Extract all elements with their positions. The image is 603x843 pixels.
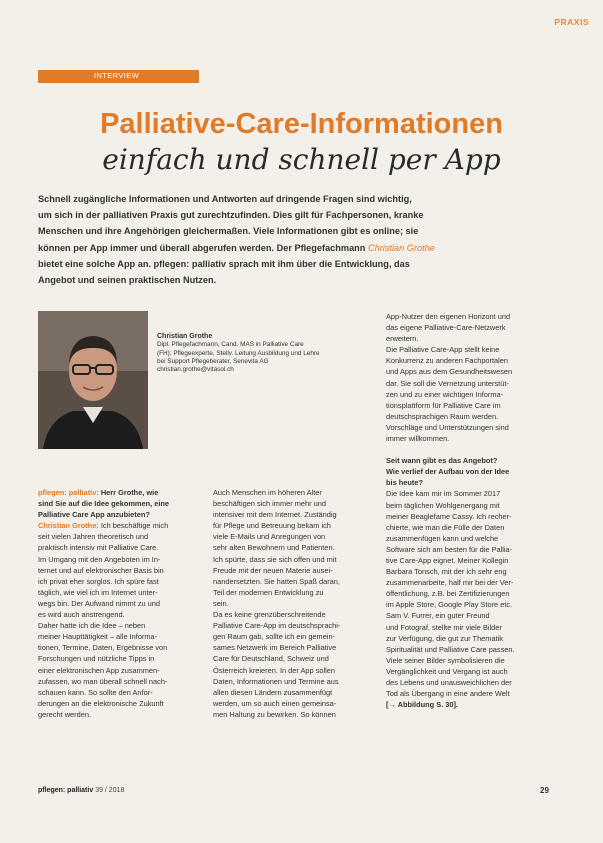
text-line: [38, 709, 198, 720]
column-3: [386, 311, 556, 710]
text-line: Ich spürte, dass sie sich offen und mit: [213, 554, 337, 564]
text-line: Konkurrenz zu anderen Fachportalen: [386, 356, 509, 366]
text-line: nandersetzten. Sie hatten Spaß daran,: [213, 576, 340, 586]
column-1: [38, 487, 198, 720]
text-line: [38, 576, 198, 587]
text-line: deutschsprachigen Raum werden.: [386, 411, 499, 421]
footer-mag-name: pflegen: palliativ: [38, 787, 94, 794]
speaker-label: pflegen: palliativ:: [38, 488, 101, 497]
question-text: Herr Grothe, wie: [100, 488, 159, 497]
column-2: [213, 487, 373, 720]
answer-text: schauen kann. So sollte den Anfor-: [38, 687, 153, 697]
answer-text: Ich beschäftige mich: [100, 521, 169, 531]
text-line: Barbara Tonsch, mit der ich sehr eng: [386, 567, 507, 577]
text-line: Tod als Übergang in eine andere Welt: [386, 689, 510, 699]
text-line: [38, 665, 198, 676]
text-line: tive Care-App eignet. Meiner Kollegin: [386, 555, 509, 565]
spacer: [386, 444, 556, 455]
text-line: chierte, wie man die Fülle der Daten: [386, 522, 505, 532]
text-line: [38, 531, 198, 542]
question-text: sind Sie auf die Idee gekommen, eine: [38, 499, 170, 509]
text-line: tionsplattform für Palliative Care im: [386, 400, 501, 410]
answer-text: praktisch intensiv mit Palliative Care.: [38, 543, 159, 553]
text-line: zen und zu einer wichtigen Informa-: [386, 389, 504, 399]
text-line: Die Idee kam mir im Sommer 2017: [386, 489, 501, 499]
lead-name: Christian Grothe: [367, 242, 435, 253]
text-line: Vergänglichkeit und Vergang ist auch: [386, 666, 508, 676]
text-line: [38, 509, 198, 520]
text-line: beschäftigen sich immer mehr und: [213, 499, 326, 509]
text-line: men Haltung zu bewirken. So können: [213, 709, 336, 719]
question-line: bis heute?: [386, 478, 423, 488]
footer-issue: 39 / 2018: [95, 787, 125, 794]
answer-text: ich privat eher sorglos. Ich spüre fast: [38, 576, 159, 586]
text-line: erweitern.: [386, 334, 419, 344]
interview-label: INTERVIEW: [94, 71, 140, 80]
text-line: beim täglichen Wohlgenergang mit: [386, 500, 500, 510]
text-line: dar. Sie soll die Vernetzung unterstüt-: [386, 378, 509, 388]
text-line: [38, 542, 198, 553]
text-line: im Apple Store, Google Play Store etc.: [386, 600, 513, 610]
lead-line: Menschen und ihre Angehörigen gleichermaßen. Viele Informationen gibt es online; sie: [38, 226, 419, 237]
answer-text: es wird auch anstrengend.: [38, 610, 125, 620]
text-line: [38, 487, 198, 498]
text-line: [→ Abbildung S. 30].: [386, 700, 458, 710]
question-line: Seit wann gibt es das Angebot?: [386, 456, 498, 466]
photo-caption: [157, 333, 372, 374]
answer-text: wegs bin. Der Aufwand nimmt zu und: [38, 598, 161, 608]
text-line: meiner Beaglefame Cassy. Ich recher-: [386, 511, 512, 521]
question-text: Palliative Care App anzubieten?: [38, 510, 150, 520]
page-number: 29: [540, 786, 549, 795]
text-line: Vorschläge und Unterstützungen sind: [386, 422, 509, 432]
caption-email: christian.grothe@vitasol.ch: [157, 366, 234, 374]
lead-line: bietet eine solche App an. pflegen: palliativ sprach mit ihm über die Entwicklung, das: [38, 258, 410, 269]
lead-line: können per App immer und überall abgerufen werden. Der Pflegefachmann Christian Grothe: [38, 242, 435, 253]
text-line: [38, 676, 198, 687]
text-line: sein.: [213, 598, 229, 608]
answer-text: meiner Haupttätigkeit – alle Informa-: [38, 632, 158, 642]
answer-text: Im Umgang mit den Angeboten im In-: [38, 554, 161, 564]
text-line: [38, 687, 198, 698]
question-line: Wie verlief der Aufbau von der Idee: [386, 467, 510, 477]
text-line: [38, 653, 198, 664]
text-line: Die Palliative Care-App stellt keine: [386, 345, 500, 355]
text-line: Auch Menschen im höheren Alter: [213, 488, 322, 497]
text-line: Daten, Informationen und Termine aus: [213, 676, 339, 686]
section-label: PRAXIS: [554, 17, 589, 27]
caption-line: Dipl. Pflegefachmann, Cand. MAS in Palliative Care: [157, 341, 304, 349]
text-line: Software sich am besten für die Pallia-: [386, 544, 513, 554]
speaker-label: Christian Grothe:: [38, 521, 101, 531]
text-line: Viele seiner Bilder symbolisieren die: [386, 655, 505, 665]
text-line: Österreich kreieren. In der App sollen: [213, 665, 336, 675]
text-line: Spiritualität und Palliative Care passen.: [386, 644, 515, 654]
text-line: und Apps aus dem Gesundheitswesen: [386, 367, 513, 377]
lead-line: Schnell zugängliche Informationen und Antworten auf dringende Fragen sind wichtig,: [38, 194, 412, 204]
text-line: zusammenarbeite, half mir bei der Ver-: [386, 578, 514, 588]
text-line: [38, 642, 198, 653]
text-line: [38, 554, 198, 565]
answer-text: Forschungen und nützliche Tipps in: [38, 654, 155, 664]
text-line: des Lebens und unausweichlichen der: [386, 678, 512, 687]
text-line: [38, 498, 198, 509]
text-line: Teil der modernen Entwicklung zu: [213, 587, 324, 597]
answer-text: ternet und auf elektronischer Basis bin: [38, 565, 164, 575]
text-line: Freude mit der neuen Materie ausei-: [213, 565, 333, 575]
answer-text: seit vielen Jahren theoretisch und: [38, 532, 149, 542]
text-line: Palliative Care-App im deutschsprachi-: [213, 621, 341, 631]
text-line: [38, 620, 198, 631]
text-line: viele E-Mails und Anregungen von: [213, 532, 326, 542]
text-line: [38, 598, 198, 609]
answer-text: zufassen, wo man überall schnell nach-: [38, 676, 168, 686]
lead-line: um sich in der palliativen Praxis gut zurechtzufinden. Dies gilt für Fachpersonen, kranke: [38, 210, 424, 221]
caption-line: bei Support Pflegeberater, Senevita AG: [157, 357, 269, 365]
caption-name: Christian Grothe: [157, 333, 213, 340]
article-subtitle: einfach und schnell per App: [102, 143, 501, 176]
text-line: [38, 587, 198, 598]
portrait-photo: [38, 311, 148, 449]
answer-text: Daher hatte ich die Idee – neben: [38, 621, 146, 631]
footer-magazine: [38, 787, 124, 794]
text-line: [38, 698, 198, 709]
text-line: immer willkommen.: [386, 434, 450, 444]
answer-text: tionen, Termine, Daten, Ergebnisse von: [38, 643, 168, 653]
text-line: [38, 631, 198, 642]
text-line: Care für Deutschland, Schweiz und: [213, 654, 329, 664]
text-line: App-Nutzer den eigenen Horizont und: [386, 312, 511, 321]
text-line: allen diesen Ländern zusammenfügt: [213, 687, 333, 697]
lead-line: Angebot und seinen praktischen Nutzen.: [38, 275, 217, 285]
text-line: sames Netzwerk im Bereich Palliative: [213, 643, 337, 653]
interview-bar: [38, 70, 199, 83]
text-line: zur Verfügung, die gut zur Thematik: [386, 633, 503, 643]
answer-text: gerecht werden.: [38, 709, 91, 719]
answer-text: derungen an die elektronische Zukunft: [38, 698, 164, 708]
text-line: gen Raum gab, sollte ich ein gemein-: [213, 632, 336, 642]
text-line: [38, 609, 198, 620]
text-line: werden, um so auch einen gemeinsa-: [213, 698, 337, 708]
text-line: öffentlichung, z.B. bei Zertifizierungen: [386, 589, 510, 599]
text-line: Da es keine grenzüberschreitende: [213, 610, 326, 620]
text-line: für Pflege und Betreuung bekam ich: [213, 521, 331, 531]
answer-text: täglich, wie viel ich im Internet unter-: [38, 587, 158, 597]
text-line: das eigene Palliative-Care-Netzwerk: [386, 323, 506, 333]
text-line: Sam V. Furrer, ein guter Freund: [386, 611, 490, 621]
article-title: Palliative-Care-Informationen: [100, 108, 503, 140]
text-line: [38, 565, 198, 576]
text-line: sehr alten Bewohnern und Patienten.: [213, 543, 335, 553]
answer-text: einer elektronischen App zusammen-: [38, 665, 160, 675]
text-line: [38, 520, 198, 531]
text-line: und Fotograf, stellte mir viele Bilder: [386, 622, 502, 632]
text-line: zusammenfügen kann und welche: [386, 533, 499, 543]
text-line: intensiver mit dem Internet. Zuständig: [213, 510, 337, 520]
caption-line: (FH); Pflegeexperte, Stellv. Leitung Ausbildung und Lehre: [157, 349, 320, 357]
